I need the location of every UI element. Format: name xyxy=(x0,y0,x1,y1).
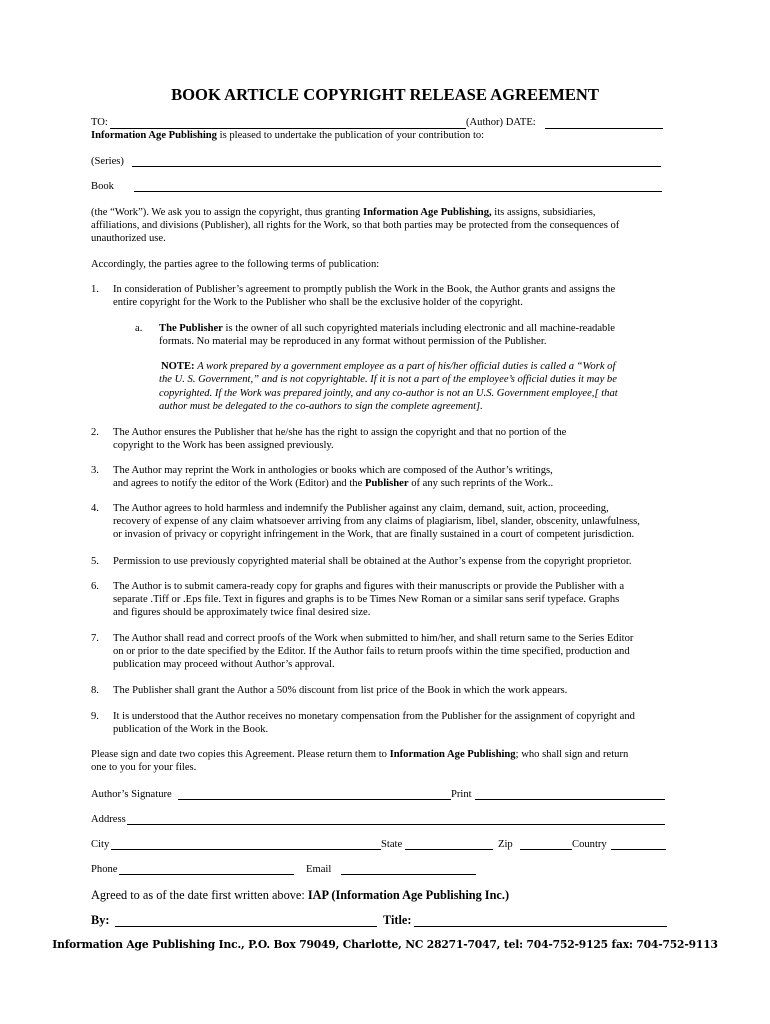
term-1-line-2: entire copyright for the Work to the Publisher who shall be the exclusive holder of the copyright. xyxy=(113,297,523,308)
note-line-4: author must be delegated to the co-authors to sign the complete agreement]. xyxy=(159,401,483,412)
accordingly-text: Accordingly, the parties agree to the following terms of publication: xyxy=(91,259,380,270)
term-4-line-2: recovery of expense of any claim whatsoever arriving from any claims of plagiarism, libel, slander, obscenity, unlawfulness, xyxy=(113,516,640,527)
print-label: Print xyxy=(451,789,472,800)
term-9-line-1: It is understood that the Author receives no monetary compensation from the Publisher for the assignment of copyright and xyxy=(113,711,635,722)
email-label: Email xyxy=(306,864,332,875)
term-6-line-1: The Author is to submit camera-ready copy for graphs and figures with their manuscripts or provide the Publisher with a xyxy=(113,581,625,592)
title-label: Title: xyxy=(383,913,412,927)
by-label: By: xyxy=(91,913,110,927)
publisher-name: Information Age Publishing xyxy=(91,130,217,141)
series-label: (Series) xyxy=(91,156,124,167)
authors-signature-field[interactable] xyxy=(178,799,451,800)
term-7-line-1: The Author shall read and correct proofs of the Work when submitted to him/her, and shall return same to the Series Editor xyxy=(113,633,634,644)
work-para-line-2: affiliations, and divisions (Publisher), all rights for the Work, so that both parties may be protected from the consequences of xyxy=(91,220,620,231)
note-label: NOTE: xyxy=(161,361,195,372)
term-number: 3. xyxy=(91,465,99,476)
term-2-line-2: copyright to the Work has been assigned previously. xyxy=(113,440,334,451)
agreed-line: Agreed to as of the date first written above: IAP (Information Age Publishing Inc.) xyxy=(91,888,510,902)
title-field[interactable] xyxy=(414,926,667,927)
book-label: Book xyxy=(91,181,114,192)
country-field[interactable] xyxy=(611,849,666,850)
intro-text: is pleased to undertake the publication of your contribution to: xyxy=(219,130,485,141)
author-date-label: (Author) DATE: xyxy=(466,117,536,128)
closing-line-1: Please sign and date two copies this Agreement. Please return them to Information Age Publishing; who shall sign and return xyxy=(91,749,629,760)
iap-name: IAP (Information Age Publishing Inc.) xyxy=(307,888,510,902)
state-label: State xyxy=(381,839,403,850)
zip-label: Zip xyxy=(498,839,513,850)
city-label: City xyxy=(91,839,110,850)
term-7-line-2: on or prior to the date specified by the Editor. If the Author fails to return proofs within the time specified, production and xyxy=(113,646,630,657)
note-line-1: NOTE: A work prepared by a government employee as a part of his/her official duties is called a “Work of xyxy=(161,361,616,372)
term-number: 8. xyxy=(91,685,99,696)
closing-line-2: one to you for your files. xyxy=(91,762,197,773)
term-6-line-2: separate .Tiff or .Eps file. Text in figures and graphs is to be Times New Roman or a similar sans serif typeface. Graphs xyxy=(113,594,620,605)
zip-field[interactable] xyxy=(520,849,572,850)
phone-field[interactable] xyxy=(119,874,294,875)
authors-signature-label: Author’s Signature xyxy=(91,789,172,800)
phone-label: Phone xyxy=(91,864,118,875)
intro-line xyxy=(91,129,484,143)
note-line-2: the U. S. Government,” and is not copyrightable. If it is not a part of the employee’s official duties it may be xyxy=(159,374,617,385)
term-7-line-3: publication may proceed without Author’s approval. xyxy=(113,659,335,670)
term-number: 5. xyxy=(91,556,99,567)
term-5-line-1: Permission to use previously copyrighted material shall be obtained at the Author’s expense from the copyright proprietor. xyxy=(113,556,632,567)
term-3-line-2: and agrees to notify the editor of the Work (Editor) and the Publisher of any such reprints of the Work.. xyxy=(113,478,554,489)
date-field[interactable] xyxy=(545,128,663,129)
print-field[interactable] xyxy=(475,799,665,800)
work-para-line-3: unauthorized use. xyxy=(91,233,166,244)
address-field[interactable] xyxy=(127,824,665,825)
to-label: TO: xyxy=(91,117,108,128)
term-number: 7. xyxy=(91,633,99,644)
term-8-line-1: The Publisher shall grant the Author a 50% discount from list price of the Book in which the work appears. xyxy=(113,685,568,696)
term-4-line-3: or invasion of privacy or copyright infringement in the Work, that are finally sustained in a court of competent jurisdiction. xyxy=(113,529,635,540)
book-field[interactable] xyxy=(134,191,662,192)
term-9-line-2: publication of the Work in the Book. xyxy=(113,724,269,735)
note-line-3: copyrighted. If the Work was prepared jointly, and any co-author is not an U.S. Government employee,[ that xyxy=(159,388,618,399)
publisher-address-footer: Information Age Publishing Inc., P.O. Box 79049, Charlotte, NC 28271-7047, tel: 704-752-9125 fax: 704-752-9113 xyxy=(52,938,718,951)
term-1a-line-1: The Publisher is the owner of all such copyrighted materials including electronic and all machine-readable xyxy=(159,323,615,334)
by-field[interactable] xyxy=(115,926,377,927)
state-field[interactable] xyxy=(405,849,493,850)
term-number: 9. xyxy=(91,711,99,722)
publisher-name: Information Age Publishing, xyxy=(363,207,492,218)
term-6-line-3: and figures should be approximately twice final desired size. xyxy=(113,607,371,618)
term-3-line-1: The Author may reprint the Work in anthologies or books which are composed of the Author’s writings, xyxy=(113,465,553,476)
term-2-line-1: The Author ensures the Publisher that he/she has the right to assign the copyright and that no portion of the xyxy=(113,427,567,438)
term-number: 2. xyxy=(91,427,99,438)
series-field[interactable] xyxy=(132,166,661,167)
email-field[interactable] xyxy=(341,874,476,875)
term-number: 6. xyxy=(91,581,99,592)
term-1a-line-2: formats. No material may be reproduced in any format without permission of the Publisher. xyxy=(159,336,547,347)
address-label: Address xyxy=(91,814,126,825)
term-4-line-1: The Author agrees to hold harmless and indemnify the Publisher against any claim, demand, suit, action, proceeding, xyxy=(113,503,609,514)
work-para-line-1: (the “Work”). We ask you to assign the copyright, thus granting Information Age Publishing, its assigns, subsidiaries, xyxy=(91,207,596,218)
country-label: Country xyxy=(572,839,607,850)
city-field[interactable] xyxy=(111,849,381,850)
term-number: 4. xyxy=(91,503,99,514)
term-number: 1. xyxy=(91,284,99,295)
term-1-line-1: In consideration of Publisher’s agreement to promptly publish the Work in the Book, the Author grants and assigns the xyxy=(113,284,616,295)
subterm-letter: a. xyxy=(135,323,143,334)
document-title: BOOK ARTICLE COPYRIGHT RELEASE AGREEMENT xyxy=(171,85,599,104)
